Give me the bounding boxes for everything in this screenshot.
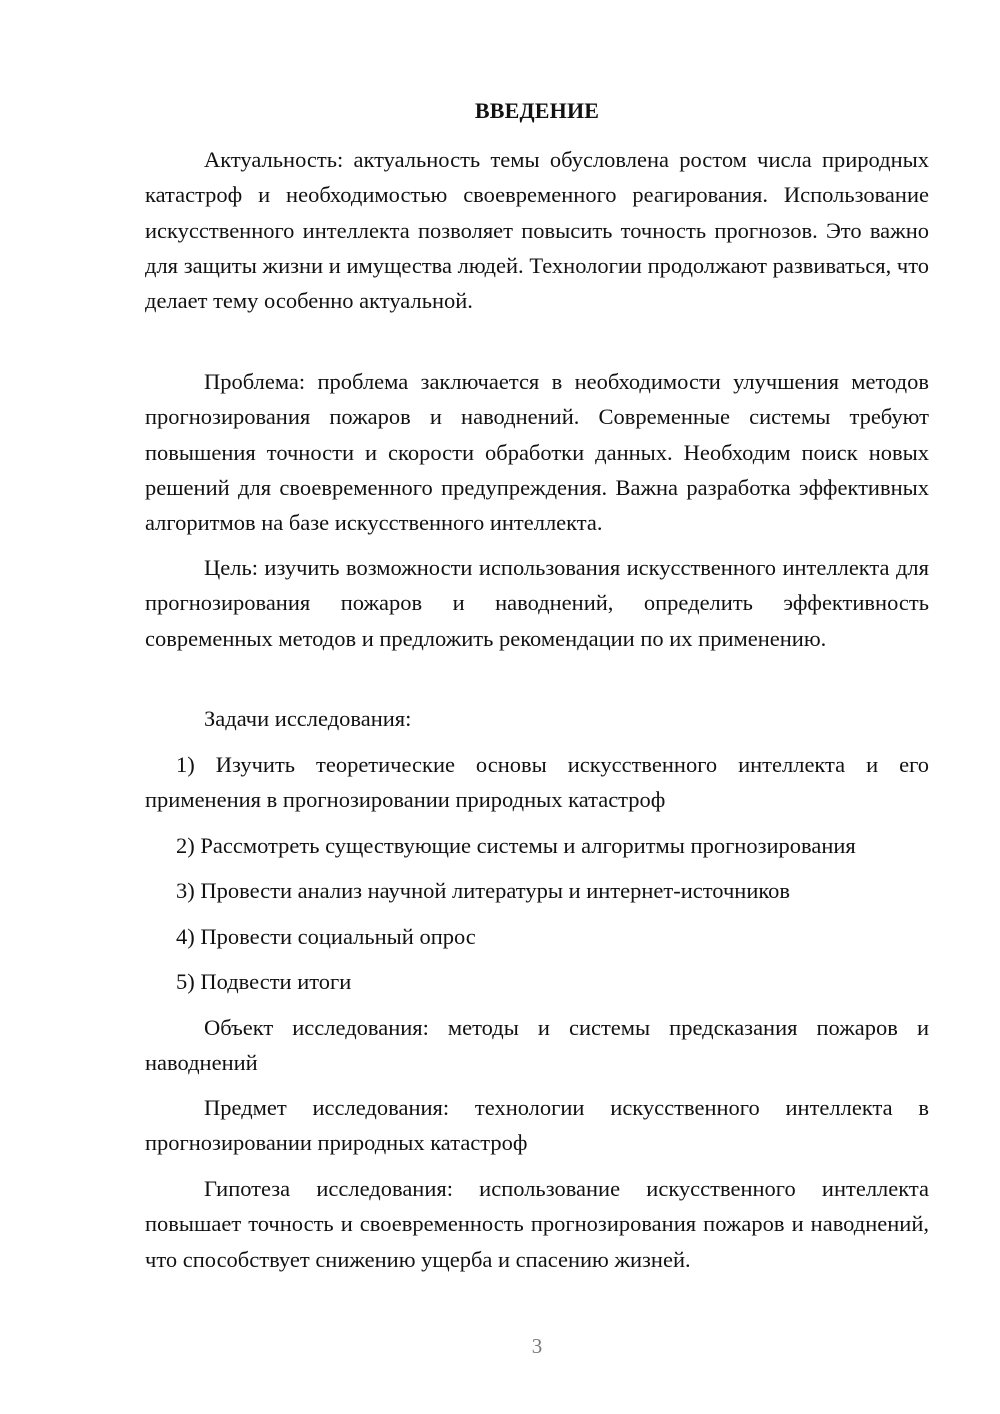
task-item-1: 1) Изучить теоретические основы искусственного интеллекта и его применения в прогнозировании природных катастроф (145, 752, 929, 813)
task-item-2: 2) Рассмотреть существующие системы и алгоритмы прогнозирования (176, 833, 856, 858)
paragraph-object: Объект исследования: методы и системы предсказания пожаров и наводнений (145, 1015, 929, 1076)
task-item-3: 3) Провести анализ научной литературы и интернет-источников (176, 878, 791, 903)
tasks-heading: Задачи исследования: (204, 706, 412, 731)
paragraph-hypothesis: Гипотеза исследования: использование искусственного интеллекта повышает точность и своевременность прогнозирования пожаров и наводнений, что способствует снижению ущерба и спасению жизней. (145, 1176, 929, 1272)
task-item-5: 5) Подвести итоги (176, 969, 352, 994)
paragraph-problem: Проблема: проблема заключается в необходимости улучшения методов прогнозирования пожаров и наводнений. Современные системы требуют повышения точности и скорости обработки данных. Необходим поиск новых решений для своевременного предупреждения. Важна разработка эффективных алгоритмов на базе искусственного интеллекта. (145, 369, 929, 536)
paragraph-relevance: Актуальность: актуальность темы обусловлена ростом числа природных катастроф и необходимостью своевременного реагирования. Использование искусственного интеллекта позволяет повысить точность прогнозов. Это важно для защиты жизни и имущества людей. Технологии продолжают развиваться, что делает тему особенно актуальной. (145, 147, 929, 314)
paragraph-goal: Цель: изучить возможности использования искусственного интеллекта для прогнозирования пожаров и наводнений, определить эффективность современных методов и предложить рекомендации по их применению. (145, 555, 929, 651)
paragraph-subject: Предмет исследования: технологии искусственного интеллекта в прогнозировании природных катастроф (145, 1095, 929, 1156)
section-title: ВВЕДЕНИЕ (474, 98, 600, 123)
page-number: 3 (531, 1334, 543, 1358)
task-item-4: 4) Провести социальный опрос (176, 924, 476, 949)
